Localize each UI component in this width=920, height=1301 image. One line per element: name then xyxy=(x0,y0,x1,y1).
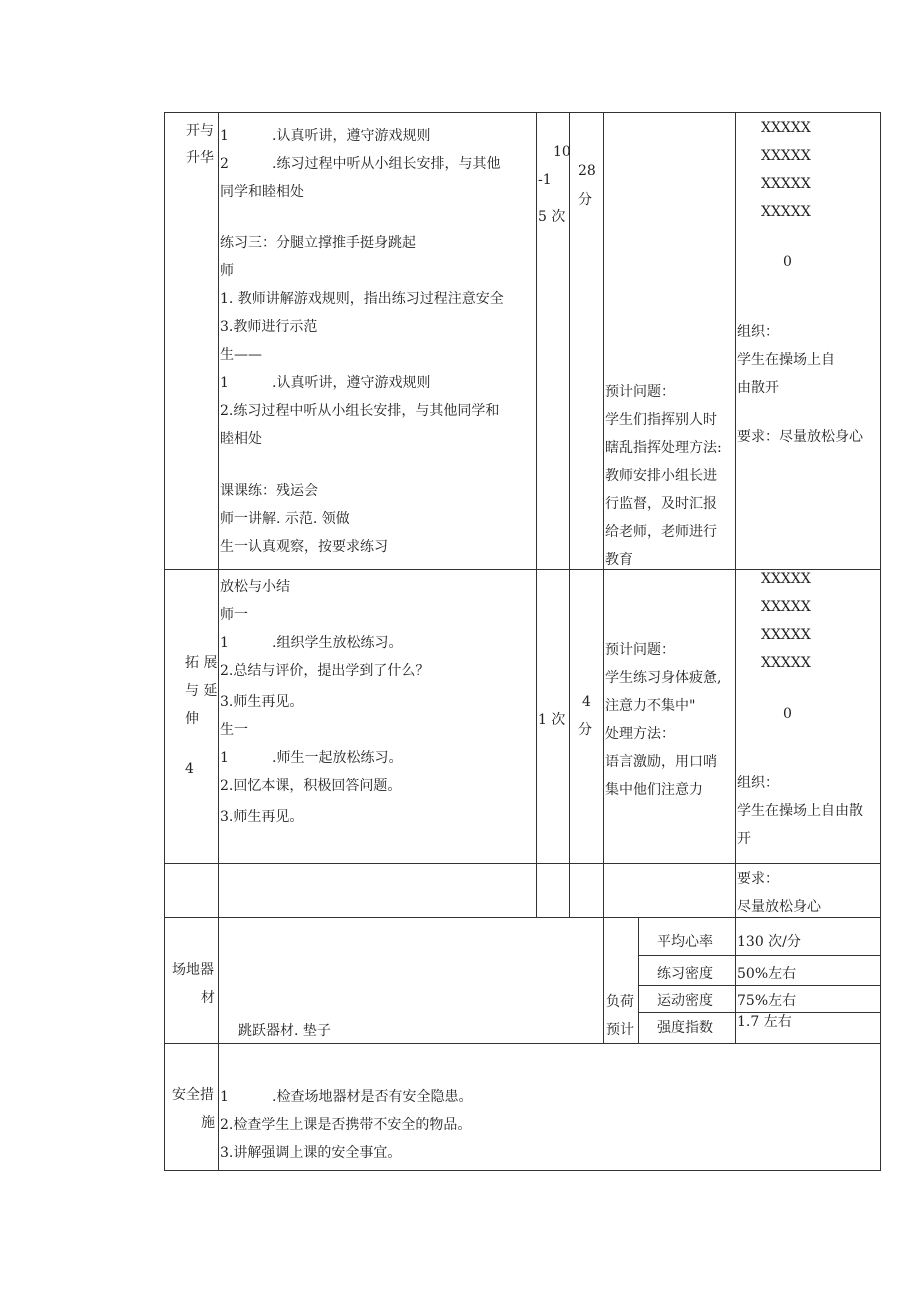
content-line: 生一 xyxy=(220,722,248,738)
time-value: 分 xyxy=(578,722,592,738)
content-line: 2 .练习过程中听从小组长安排，与其他 xyxy=(220,156,501,172)
issues-line: 处理方法： xyxy=(605,726,675,742)
issues-line: 教育 xyxy=(605,552,633,568)
content-line: 3.师生再见。 xyxy=(220,809,304,825)
requirement-text: 要求：尽量放松身心 xyxy=(737,429,863,445)
issues-line: 预计问题： xyxy=(605,384,675,400)
teacher-mark: 0 xyxy=(783,254,792,270)
content-line: 课课练：残运会 xyxy=(220,483,318,499)
metric-name: 运动密度 xyxy=(657,993,713,1009)
metric-value: 130 次/分 xyxy=(737,934,801,950)
equipment-label: 场地器 xyxy=(172,962,214,978)
teacher-mark: 0 xyxy=(783,706,792,722)
issues-line: 学生练习身体疲惫, xyxy=(605,670,722,686)
formation-row: XXXXX xyxy=(761,655,811,671)
formation-row: XXXXX xyxy=(761,204,811,220)
safety-line: 3.讲解强调上课的安全事宜。 xyxy=(220,1145,402,1161)
content-line: 3.教师进行示范 xyxy=(220,319,318,335)
issues-line: 预计问题： xyxy=(605,642,675,658)
content-line: 1 .认真听讲，遵守游戏规则 xyxy=(220,128,431,144)
time-value: 4 xyxy=(582,694,591,710)
safety-line: 2.检查学生上课是否携带不安全的物品。 xyxy=(220,1117,472,1133)
content-line: 2.回忆本课，积极回答问题。 xyxy=(220,778,402,794)
stage-label: 升华 xyxy=(186,150,214,166)
issues-line: 瞎乱指挥处理方法: xyxy=(605,440,722,456)
formation-row: XXXXX xyxy=(761,176,811,192)
safety-label: 施 xyxy=(201,1115,215,1131)
reps-value: -1 xyxy=(538,172,552,188)
reps-value: 1 次 xyxy=(538,712,566,728)
issues-line: 给老师，老师进行 xyxy=(605,524,717,540)
metric-value: 75%左右 xyxy=(737,993,797,1009)
formation-row: XXXXX xyxy=(761,120,811,136)
content-line: 生—— xyxy=(220,347,262,363)
load-label: 预计 xyxy=(606,1022,634,1038)
issues-line: 行监督，及时汇报 xyxy=(605,496,717,512)
org-text: 学生在操场上自 xyxy=(737,352,835,368)
safety-label: 安全措 xyxy=(172,1087,214,1103)
stage-label: 与 延 xyxy=(185,683,218,699)
metric-name: 强度指数 xyxy=(657,1020,713,1036)
content-line: 1 .认真听讲，遵守游戏规则 xyxy=(220,375,431,391)
requirement-label: 要求： xyxy=(737,871,779,887)
org-text: 开 xyxy=(737,831,751,847)
content-line: 2.练习过程中听从小组长安排，与其他同学和 xyxy=(220,403,500,419)
content-line: 2.总结与评价，提出学到了什么？ xyxy=(220,663,430,679)
issues-line: 学生们指挥别人时 xyxy=(605,412,717,428)
formation-row: XXXXX xyxy=(761,148,811,164)
stage-label: 伸 xyxy=(185,711,199,727)
content-line: 3.师生再见。 xyxy=(220,694,304,710)
formation-row: XXXXX xyxy=(761,571,811,587)
org-label: 组织： xyxy=(737,775,779,791)
content-line: 师 xyxy=(220,263,234,279)
content-line: 生一认真观察，按要求练习 xyxy=(220,539,388,555)
content-line: 1 .组织学生放松练习。 xyxy=(220,635,403,651)
content-line: 1 .师生一起放松练习。 xyxy=(220,750,403,766)
metric-name: 练习密度 xyxy=(657,966,713,982)
formation-row: XXXXX xyxy=(761,599,811,615)
metric-value: 50%左右 xyxy=(737,966,797,982)
equipment-label: 材 xyxy=(201,990,215,1006)
metric-name: 平均心率 xyxy=(657,934,713,950)
stage-label: 4 xyxy=(185,761,194,777)
formation-row: XXXXX xyxy=(761,627,811,643)
issues-line: 注意力不集中" xyxy=(605,698,696,714)
content-line: 1. 教师讲解游戏规则，指出练习过程注意安全 xyxy=(220,291,504,307)
time-value: 28 xyxy=(578,163,596,179)
content-line: 放松与小结 xyxy=(220,579,290,595)
reps-value: 10 xyxy=(553,144,571,160)
stage-label: 拓 展 xyxy=(185,655,218,671)
issues-line: 集中他们注意力 xyxy=(605,782,703,798)
content-line: 练习三：分腿立撑推手挺身跳起 xyxy=(220,235,416,251)
content-line: 师一 xyxy=(220,607,248,623)
org-text: 由散开 xyxy=(737,380,779,396)
org-label: 组织： xyxy=(737,324,779,340)
metric-value: 1.7 左右 xyxy=(737,1014,792,1030)
stage-label: 开与 xyxy=(186,123,214,139)
content-line: 同学和睦相处 xyxy=(220,184,304,200)
org-text: 学生在操场上自由散 xyxy=(737,803,863,819)
equipment-value: 跳跃器材. 垫子 xyxy=(238,1023,331,1039)
issues-line: 教师安排小组长进 xyxy=(605,468,717,484)
content-line: 师一讲解. 示范. 领做 xyxy=(220,511,350,527)
reps-value: 5 次 xyxy=(538,209,566,225)
time-value: 分 xyxy=(578,192,592,208)
content-line: 睦相处 xyxy=(220,431,262,447)
safety-line: 1 .检查场地器材是否有安全隐患。 xyxy=(220,1089,473,1105)
issues-line: 语言激励，用口哨 xyxy=(605,754,717,770)
load-label: 负荷 xyxy=(606,994,634,1010)
requirement-text: 尽量放松身心 xyxy=(737,899,821,915)
